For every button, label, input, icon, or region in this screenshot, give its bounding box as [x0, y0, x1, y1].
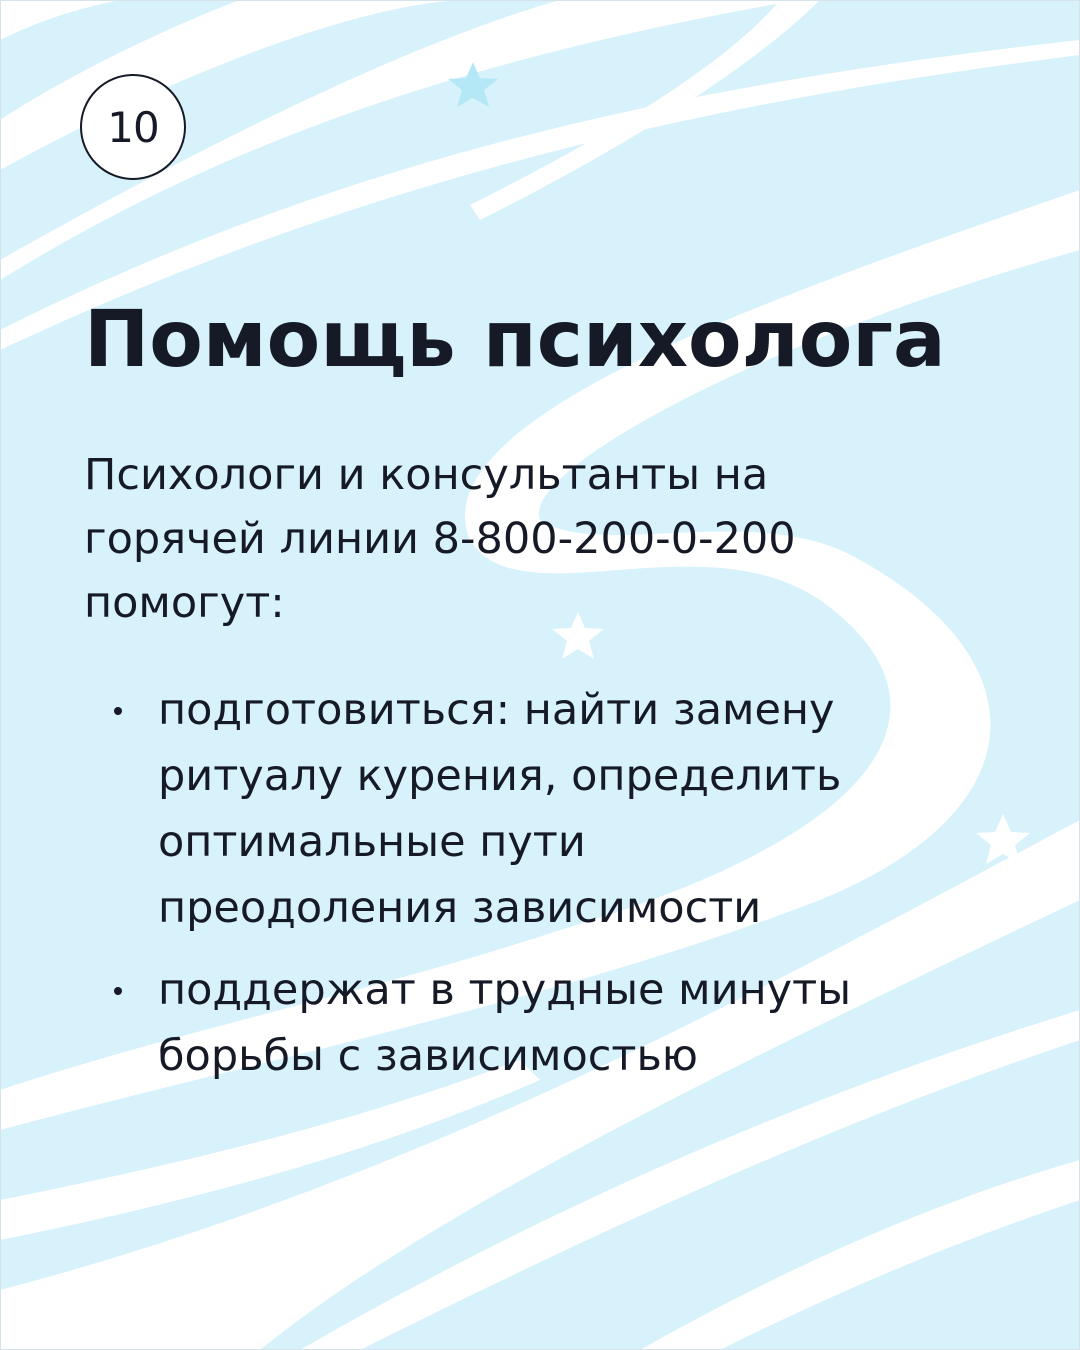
bullet-line: поддержат в трудные минуты	[158, 965, 852, 1015]
bullet-line: преодоления зависимости	[158, 883, 762, 933]
lead-paragraph	[84, 443, 984, 635]
lead-line: помогут:	[84, 578, 285, 628]
bullet-line: борьбы с зависимостью	[158, 1031, 698, 1081]
slide-number-badge: 10	[80, 74, 186, 180]
list-item	[104, 677, 1004, 941]
bullet-line: подготовиться: найти замену	[158, 685, 835, 735]
bullet-list	[104, 677, 1004, 1105]
bullet-dot-icon	[114, 987, 122, 995]
bullet-line: оптимальные пути	[158, 817, 586, 867]
bullet-dot-icon	[114, 707, 122, 715]
bullet-line: ритуалу курения, определить	[158, 751, 842, 801]
lead-line: горячей линии 8-800-200-0-200	[84, 514, 796, 564]
page-title: Помощь психолога	[84, 295, 946, 385]
list-item	[104, 957, 1004, 1089]
lead-line: Психологи и консультанты на	[84, 450, 769, 500]
